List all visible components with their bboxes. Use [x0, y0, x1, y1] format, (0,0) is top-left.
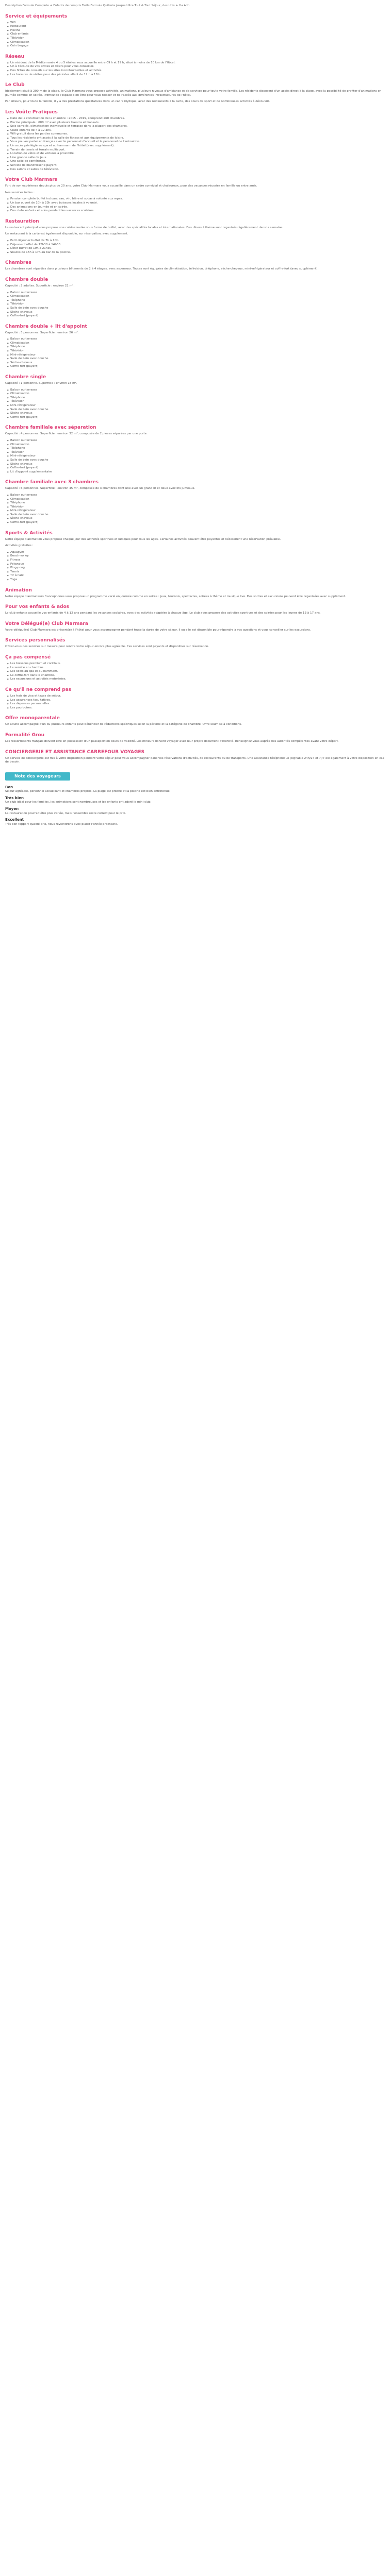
section-title: Le Club	[5, 82, 25, 88]
section-title: Votre Club Marmara	[5, 177, 58, 183]
amenity-item: ● Téléphone	[7, 501, 385, 505]
section-title: Services personnalisés	[5, 638, 66, 643]
note-text: Séjour agréable, personnel accueillant et chambres propres. La plage est proche et la piscine est bien entretenue.	[5, 790, 171, 793]
amenity-item: ● Balcon ou terrasse	[7, 388, 385, 393]
list-item: ● Des clubs enfants et ados pendant les vacances scolaires.	[7, 209, 385, 213]
list-item: ● Date de la construction de la chambre : 2015 - 2019, comprend 260 chambres.	[7, 117, 385, 121]
room-amenities-list	[7, 337, 385, 369]
amenity-item: ● Sèche-cheveux	[7, 517, 385, 521]
amenity-item: ● Télévision	[7, 451, 385, 455]
bullet-list	[7, 694, 385, 710]
section-paragraph: Offrez-vous des services sur mesure pour rendre votre séjour encore plus agréable. Ces services sont payants et disponibles sur réservation.	[5, 645, 209, 649]
list-item: ● Fitness	[7, 558, 385, 563]
list-item: ● Snacks de 15h à 17h au bar de la piscine.	[7, 251, 385, 255]
list-item: ● Location de vélos et de voitures à proximité.	[7, 152, 385, 156]
amenity-item: ● Mini-réfrigérateur	[7, 404, 385, 408]
bullet-list	[7, 551, 385, 582]
bullet-list	[7, 197, 385, 213]
list-item: ● Les dépenses personnelles.	[7, 702, 385, 706]
list-item: ● Petit déjeuner buffet de 7h à 10h.	[7, 239, 385, 243]
amenity-item: ● Téléphone	[7, 299, 385, 303]
section-title: CONCIERGERIE ET ASSISTANCE CARREFOUR VOYAGES	[5, 749, 145, 755]
list-item: ● Les pourboires.	[7, 706, 385, 710]
amenity-item: ● Balcon ou terrasse	[7, 291, 385, 295]
amenity-item: ● Climatisation	[7, 392, 385, 396]
list-item: ● Les boissons premium et cocktails.	[7, 662, 385, 666]
list-item: ● Restaurant	[7, 25, 385, 29]
section-title: Formalité Grou	[5, 732, 44, 738]
list-item: ● Service de blanchisserie payant.	[7, 164, 385, 168]
list-item: ● Les frais de visa et taxes de séjour.	[7, 694, 385, 699]
room-amenities-list	[7, 439, 385, 474]
amenity-item: ● Mini-réfrigérateur	[7, 353, 385, 358]
room-title: Chambre double	[5, 277, 48, 282]
amenity-item: ● Sèche-cheveux	[7, 361, 385, 365]
amenity-item: ● Coffre-fort (payant)	[7, 314, 385, 318]
list-item: ● Pétanque	[7, 563, 385, 567]
amenity-item: ● Télévision	[7, 302, 385, 307]
amenity-item: ● Télévision	[7, 400, 385, 404]
amenity-item: ● Coffre-fort (payant)	[7, 416, 385, 420]
list-item: ● Tous les résidents ont accès à la salle de fitness et aux équipements de loisirs.	[7, 137, 385, 141]
section-paragraph: Nos services inclus :	[5, 191, 35, 194]
list-item: ● Un à l'écoute de vos envies et désirs pour vous conseiller.	[7, 65, 385, 69]
room-amenities-list	[7, 494, 385, 525]
list-item: ● Pension complète buffet incluant eau, vin, bière et sodas à volonté aux repas.	[7, 197, 385, 201]
note-rating: Moyen	[5, 807, 19, 811]
section-paragraph: Idéalement situé à 200 m de la plage, le Club Marmara vous propose activités, animations, plusieurs niveaux d'ambiance et de services pour toute votre famille. Les résidents disposent d'un accès direct à la plage, avec la possibilité de profiter d'animations en journée comme en soirée. Profitez de l'espace bien-être pour vous relaxer et de l'accès aux différentes infrastructures de l'hôtel.	[5, 90, 382, 97]
section-paragraph: Fort de son expérience depuis plus de 20 ans, votre Club Marmara vous accueille dans un cadre convivial et chaleureux, pour des vacances réussies en famille ou entre amis.	[5, 184, 257, 188]
list-item: ● Beach-volley	[7, 554, 385, 558]
bullet-list	[7, 117, 385, 172]
page-wrapper	[0, 0, 391, 841]
list-item: ● Le service en chambre.	[7, 666, 385, 670]
section-title: Votre Délégué(e) Club Marmara	[5, 621, 88, 626]
list-item: ● Dîner buffet de 19h à 21h30.	[7, 247, 385, 251]
notes-button[interactable]: Note des voyageurs	[5, 772, 70, 781]
note-text: Un club idéal pour les familles, les animations sont nombreuses et les enfants ont adoré le mini-club.	[5, 801, 152, 804]
amenity-item: ● Mini-réfrigérateur	[7, 509, 385, 513]
amenity-item: ● Salle de bain avec douche	[7, 459, 385, 463]
section-paragraph: Un restaurant à la carte est également disponible, sur réservation, avec supplément.	[5, 232, 128, 236]
amenity-item: ● Télévision	[7, 505, 385, 510]
list-item: ● Piscine principale : 600 m² avec plusieurs bassins et transats.	[7, 121, 385, 125]
room-title: Chambre familiale avec séparation	[5, 425, 96, 431]
section-title: Animation	[5, 587, 32, 593]
amenity-item: ● Climatisation	[7, 295, 385, 299]
list-item: ● Une salle de conférence.	[7, 160, 385, 164]
list-item: ● Les soins au spa et au hammam.	[7, 670, 385, 674]
list-item: ● Tir à l'arc	[7, 574, 385, 578]
room-amenities-list	[7, 291, 385, 318]
section-paragraph: Notre équipe d'animation vous propose chaque jour des activités sportives et ludiques pour tous les âges. Certaines activités peuvent être payantes et nécessitent une réservation préalable.	[5, 537, 281, 541]
amenity-item: ● Téléphone	[7, 396, 385, 400]
bullet-list	[7, 61, 385, 77]
list-item: ● Clubs enfants de 4 à 12 ans.	[7, 129, 385, 133]
list-item: ● Les excursions et activités motorisées.	[7, 677, 385, 682]
bullet-list	[7, 21, 385, 48]
note-text: Très bon rapport qualité prix, nous reviendrons avec plaisir l'année prochaine.	[5, 822, 118, 826]
note-rating: Très bien	[5, 795, 24, 800]
section-title: Les Voûte Pratiques	[5, 109, 58, 115]
list-item: ● Un bar ouvert de 10h à 23h avec boissons locales à volonté.	[7, 201, 385, 206]
amenity-item: ● Coffre-fort (payant)	[7, 521, 385, 525]
room-info: Capacité : 2 adultes. Superficie : environ 22 m².	[5, 284, 75, 287]
list-item: ● Télévision	[7, 37, 385, 41]
amenity-item: ● Sèche-cheveux	[7, 463, 385, 467]
list-item: ● Les assurances facultatives.	[7, 699, 385, 703]
list-item: ● Les horaires de visites pour des périodes allant de 12 h à 18 h.	[7, 73, 385, 77]
note-rating: Bon	[5, 785, 13, 789]
breadcrumb: Description Formule Complete + Enfants de compris Tarifs Formule Quilleria jusque Ultra Tout & Tout Séjour, des Unis + Ha Adh	[5, 4, 190, 7]
room-title: Chambre single	[5, 375, 46, 380]
amenity-item: ● Salle de bain avec douche	[7, 357, 385, 361]
section-title: Réseau	[5, 54, 24, 59]
amenity-item: ● Climatisation	[7, 498, 385, 502]
amenity-item: ● Sèche-cheveux	[7, 412, 385, 416]
room-sections	[5, 277, 385, 525]
amenity-item: ● Mini-réfrigérateur	[7, 454, 385, 459]
section-title: Sports & Activités	[5, 530, 53, 536]
amenity-item: ● Salle de bain avec douche	[7, 513, 385, 517]
amenity-item: ● Coffre-fort (payant)	[7, 365, 385, 369]
section-title: Ce qu'il ne comprend pas	[5, 687, 72, 692]
list-item: ● Un résident de la Méditerranée 4 ou 5 étoiles vous accueille entre 09 h et 19 h, situé à moins de 10 km de l'Hôtel.	[7, 61, 385, 65]
section-paragraph: Activités gratuites :	[5, 544, 34, 548]
traveler-notes	[5, 786, 385, 827]
amenity-item: ● Balcon ou terrasse	[7, 494, 385, 498]
more-sections	[5, 530, 385, 765]
bullet-list	[7, 662, 385, 682]
amenity-item: ● Téléphone	[7, 345, 385, 349]
list-item: ● Des fiches de conseils sur les sites incontournables et activités.	[7, 69, 385, 73]
content-sections	[5, 13, 385, 272]
section-paragraph: Notre équipe d'animateurs francophones vous propose un programme varié en journée comme en soirée : jeux, tournois, spectacles, soirées à thème et musique live. Des sorties et excursions peuvent être organisées avec supplément.	[5, 595, 346, 598]
section-paragraph: Par ailleurs, pour toute la famille, il y a des prestations qualitatives dans un cadre idyllique, avec des restaurants à la carte, des cours de sport et de nombreuses activités à découvrir.	[5, 100, 270, 104]
amenity-item: ● Climatisation	[7, 443, 385, 447]
list-item: ● Coin bagage	[7, 44, 385, 48]
section-paragraph: Les ressortissants français doivent être en possession d'un passeport en cours de validité. Les mineurs doivent voyager avec leur propre document d'identité. Renseignez-vous auprès des autorités compétentes avant votre départ.	[5, 739, 339, 743]
section-title: Service et équipements	[5, 13, 68, 19]
section-title: Chambres	[5, 260, 31, 266]
amenity-item: ● Balcon ou terrasse	[7, 439, 385, 443]
list-item: ● Tennis	[7, 570, 385, 574]
amenity-item: ● Salle de bain avec douche	[7, 408, 385, 412]
amenity-item: ● Sèche-cheveux	[7, 311, 385, 315]
list-item: ● Wifi gratuit dans les parties communes.	[7, 132, 385, 137]
amenity-item: ● Balcon ou terrasse	[7, 337, 385, 342]
section-paragraph: Un service de conciergerie est mis à votre disposition pendant votre séjour pour vous accompagner dans vos réservations d'activités, de restaurants ou de transports. Une assistance téléphonique joignable 24h/24 et 7j/7 est également à votre disposition en cas de besoin.	[5, 756, 384, 764]
list-item: ● Des animations en journée et en soirée.	[7, 206, 385, 210]
room-info: Capacité : 6 personnes. Superficie : environ 45 m², composée de 3 chambres dont une avec un grand lit et deux avec lits jumeaux.	[5, 487, 196, 490]
section-paragraph: Les chambres sont réparties dans plusieurs bâtiments de 2 à 4 étages, avec ascenseur. Toutes sont équipées de climatisation, télévision, téléphone, sèche-cheveux, mini-réfrigérateur et coffre-fort (avec supplément).	[5, 267, 319, 271]
section-title: Restauration	[5, 218, 39, 224]
amenity-item: ● Salle de bain avec douche	[7, 307, 385, 311]
amenity-item: ● Coffre-fort (payant)	[7, 466, 385, 470]
list-item: ● Piscine	[7, 29, 385, 33]
room-title: Chambre familiale avec 3 chambres	[5, 480, 99, 485]
list-item: ● Climatisation	[7, 41, 385, 45]
room-title: Chambre double + lit d'appoint	[5, 324, 87, 329]
list-item: ● Club enfants	[7, 32, 385, 37]
list-item: ● Le coffre-fort dans la chambre.	[7, 674, 385, 678]
note-text: La restauration pourrait être plus variée, mais l'ensemble reste correct pour le prix.	[5, 811, 126, 815]
section-title: Ça pas compensé	[5, 654, 51, 660]
list-item: ● Une grande salle de jeux.	[7, 156, 385, 160]
section-paragraph: Votre délégué(e) Club Marmara est présent(e) à l'hôtel pour vous accompagner pendant toute la durée de votre séjour. Il ou elle est disponible pour répondre à vos questions et vous conseiller sur les excursions.	[5, 628, 311, 632]
list-item: ● Un accès privilégié au spa et au hammam de l'hôtel (avec supplément).	[7, 144, 385, 148]
room-info: Capacité : 1 personne. Superficie : environ 18 m².	[5, 382, 77, 385]
bullet-list	[7, 239, 385, 255]
list-item: ● Yoga	[7, 578, 385, 582]
room-amenities-list	[7, 388, 385, 420]
section-title: Pour vos enfants & ados	[5, 604, 70, 610]
amenity-item: ● Téléphone	[7, 447, 385, 451]
amenity-item: ● Lit d'appoint supplémentaire	[7, 470, 385, 474]
section-paragraph: Un adulte accompagné d'un ou plusieurs enfants peut bénéficier de réductions spécifiques selon la période et la catégorie de chambre. Offre soumise à conditions.	[5, 723, 242, 726]
amenity-item: ● Climatisation	[7, 342, 385, 346]
section-title: Offre monoparentale	[5, 716, 60, 721]
list-item: ● Des salons et salles de télévision.	[7, 168, 385, 172]
list-item: ● Déjeuner buffet de 12h30 à 14h30.	[7, 243, 385, 247]
list-item: ● Vous pouvez parler en français avec le personnel d'accueil et le personnel de l'animation.	[7, 140, 385, 144]
list-item: ● Wifi	[7, 21, 385, 25]
section-paragraph: Le club enfants accueille vos enfants de 4 à 12 ans pendant les vacances scolaires, avec des activités adaptées à chaque âge. Le club ados propose des activités sportives et des soirées pour les jeunes de 13 à 17 ans.	[5, 612, 321, 615]
room-info: Capacité : 4 personnes. Superficie : environ 32 m², composée de 2 pièces séparées par une porte.	[5, 432, 148, 436]
list-item: ● Sols carrelés, climatisation individuelle et terrasse dans la plupart des chambres.	[7, 125, 385, 129]
section-paragraph: Le restaurant principal vous propose une cuisine variée sous forme de buffet, avec des spécialités locales et internationales. Des dîners à thème sont organisés régulièrement dans la semaine.	[5, 226, 284, 229]
list-item: ● Ping-pong	[7, 566, 385, 570]
list-item: ● Terrain de tennis et terrain multisport.	[7, 148, 385, 152]
room-info: Capacité : 3 personnes. Superficie : environ 26 m².	[5, 331, 79, 334]
amenity-item: ● Télévision	[7, 349, 385, 353]
list-item: ● Aquagym	[7, 551, 385, 555]
note-rating: Excellent	[5, 818, 24, 822]
